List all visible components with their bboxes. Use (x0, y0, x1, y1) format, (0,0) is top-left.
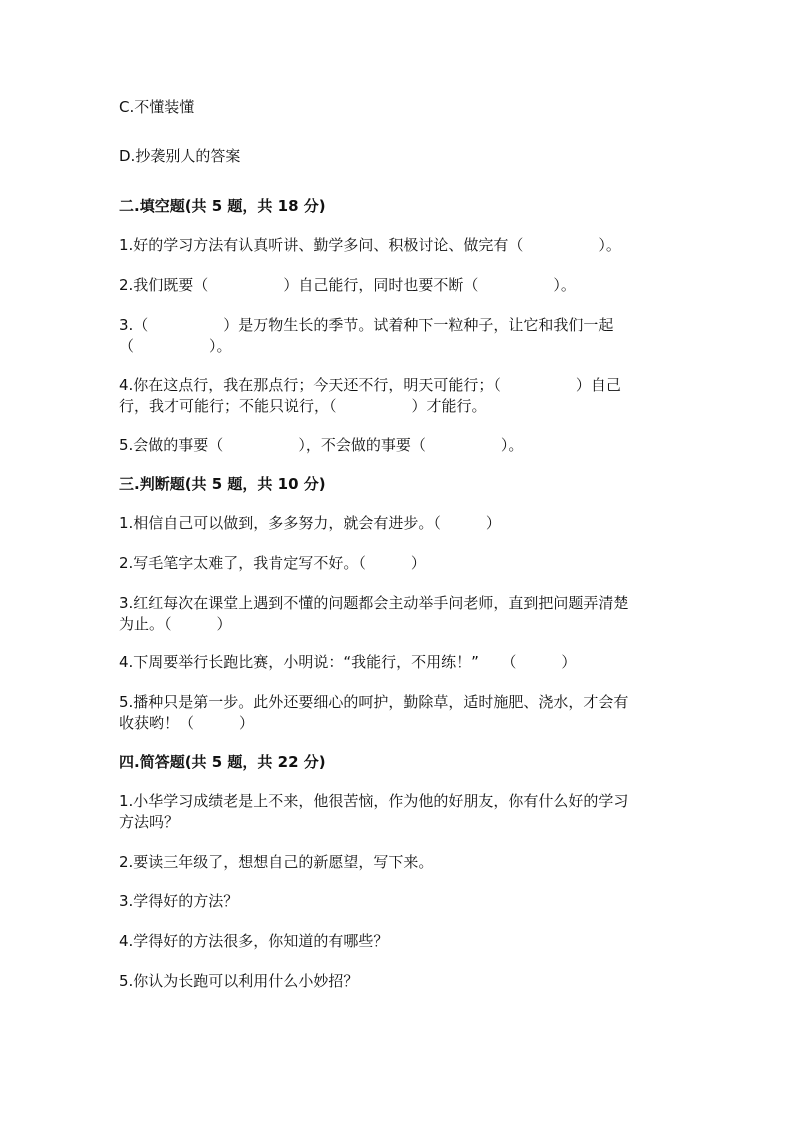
true-false-question-5-line-2: 收获哟！（ ） (119, 714, 255, 732)
true-false-question-2: 2.写毛笔字太难了，我肯定写不好。（ ） (119, 554, 426, 572)
fill-in-question-4-line-2: 行，我才可能行；不能只说行，（ ）才能行。 (119, 397, 487, 415)
true-false-question-3-line-1: 3.红红每次在课堂上遇到不懂的问题都会主动举手问老师，直到把问题弄清楚 (119, 594, 629, 612)
short-answer-question-1-line-2: 方法吗？ (119, 813, 180, 831)
option-c: C.不懂装懂 (119, 98, 195, 116)
true-false-question-5-line-1: 5.播种只是第一步。此外还要细心的呵护，勤除草，适时施肥、浇水，才会有 (119, 693, 629, 711)
section-short-answer-heading: 四.简答题(共 5 题，共 22 分) (119, 753, 326, 771)
true-false-question-3-line-2: 为止。（ ） (119, 615, 232, 633)
fill-in-question-5: 5.会做的事要（ ），不会做的事要（ ）。 (119, 436, 524, 454)
section-true-false-heading: 三.判断题(共 5 题，共 10 分) (119, 475, 326, 493)
fill-in-question-3-line-2: （ ）。 (119, 337, 232, 355)
short-answer-question-3: 3.学得好的方法？ (119, 892, 239, 910)
short-answer-question-4: 4.学得好的方法很多，你知道的有哪些？ (119, 932, 389, 950)
section-fill-in-heading: 二.填空题(共 5 题，共 18 分) (119, 197, 326, 215)
short-answer-question-1-line-1: 1.小华学习成绩老是上不来，他很苦恼，作为他的好朋友，你有什么好的学习 (119, 792, 629, 810)
fill-in-question-1: 1.好的学习方法有认真听讲、勤学多问、积极讨论、做完有（ ）。 (119, 236, 621, 254)
option-d: D.抄袭别人的答案 (119, 147, 241, 165)
short-answer-question-2: 2.要读三年级了，想想自己的新愿望，写下来。 (119, 853, 434, 871)
short-answer-question-5: 5.你认为长跑可以利用什么小妙招？ (119, 972, 359, 990)
true-false-question-4: 4.下周要举行长跑比赛，小明说：“我能行，不用练！” （ ） (119, 653, 577, 671)
true-false-question-1: 1.相信自己可以做到，多多努力，就会有进步。（ ） (119, 514, 501, 532)
fill-in-question-2: 2.我们既要（ ）自己能行，同时也要不断（ ）。 (119, 276, 576, 294)
fill-in-question-4-line-1: 4.你在这点行，我在那点行；今天还不行，明天可能行；（ ）自己 (119, 376, 621, 394)
fill-in-question-3-line-1: 3.（ ）是万物生长的季节。试着种下一粒种子，让它和我们一起 (119, 316, 614, 334)
